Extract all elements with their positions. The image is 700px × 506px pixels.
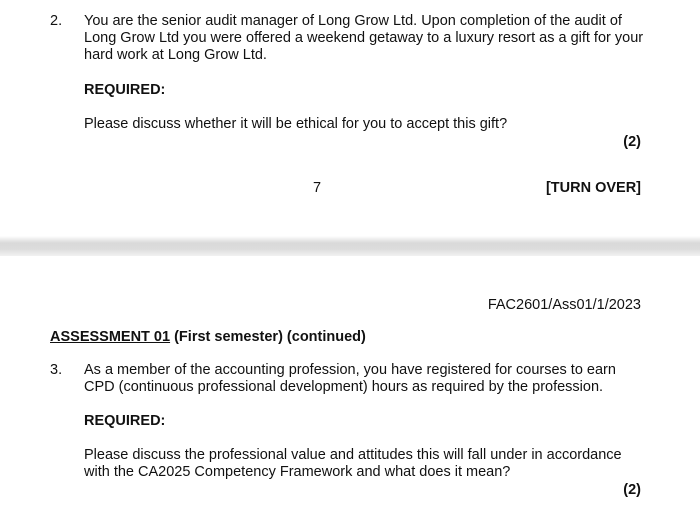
document-page-bottom [0, 256, 700, 506]
question-2-required-text: Please discuss whether it will be ethical for you to accept this gift? [84, 116, 508, 132]
turn-over-label: [TURN OVER] [545, 180, 641, 196]
page-divider [0, 236, 700, 256]
document-page-top [0, 0, 700, 236]
page-number: 7 [313, 180, 322, 196]
document-reference: FAC2601/Ass01/1/2023 [487, 297, 641, 313]
question-2-marks: (2) [623, 134, 641, 150]
question-3-marks: (2) [623, 482, 641, 498]
assessment-heading-rest: (First semester) (continued) [170, 329, 366, 345]
question-3-number: 3. [50, 362, 63, 378]
question-3-text: As a member of the accounting profession, you have registered for courses to earn CPD (continuous professional development) hours as required by the profession. [84, 362, 616, 395]
assessment-heading [50, 329, 366, 346]
question-2-number: 2. [50, 13, 63, 29]
assessment-heading-underlined: ASSESSMENT 01 [50, 329, 171, 345]
question-2-text: You are the senior audit manager of Long Grow Ltd. Upon completion of the audit of Long Grow Ltd you were offered a weekend getaway to a luxury resort as a gift for your hard work at Long Grow Ltd. [84, 13, 644, 63]
question-2-required-label: REQUIRED: [84, 82, 166, 98]
question-3-required-text: Please discuss the professional value and attitudes this will fall under in accordance with the CA2025 Competency Framework and what does it mean? [84, 447, 622, 480]
question-3-required-label: REQUIRED: [84, 413, 166, 429]
